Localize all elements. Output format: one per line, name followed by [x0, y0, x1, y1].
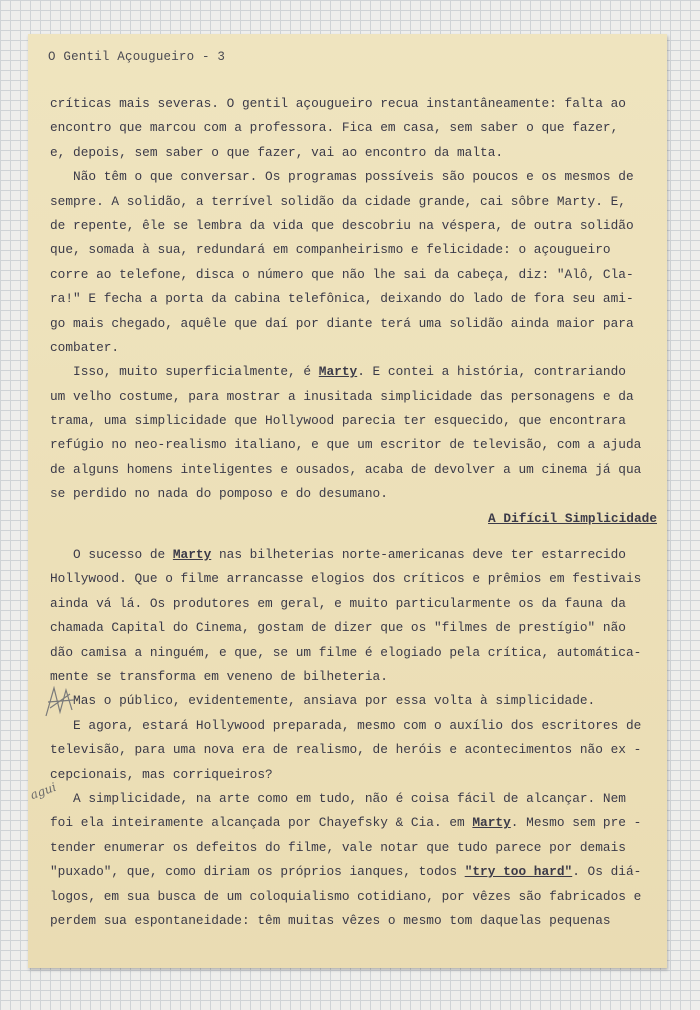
text-line: encontro que marcou com a professora. Fica em casa, sem saber o que fazer, — [50, 120, 619, 136]
paragraph-block-4 — [50, 885, 665, 934]
text-line: dão camisa a ninguém, e que, se um filme é elogiado pela crítica, automática- — [50, 644, 642, 660]
text-segment: . E contei a história, contrariando — [357, 364, 626, 380]
paragraph-block-3 — [50, 567, 665, 811]
text-line: televisão, para uma nova era de realismo, de heróis e acontecimentos não ex - — [50, 742, 642, 758]
typed-body — [50, 92, 665, 933]
text-line: e, depois, sem saber o que fazer, vai ao encontro da malta. — [50, 144, 504, 160]
text-segment: Isso, muito superficialmente, é — [50, 364, 319, 380]
text-line — [50, 860, 665, 884]
text-line: se perdido no nada do pomposo e do desumano. — [50, 486, 388, 502]
text-segment: . Os diá- — [572, 864, 642, 880]
text-line: trama, uma simplicidade que Hollywood parecia ter esquecido, que encontrara — [50, 413, 626, 429]
text-line — [50, 360, 665, 384]
text-line — [50, 543, 665, 567]
underlined-title: Marty — [472, 815, 511, 831]
text-segment: . Mesmo sem pre - — [510, 815, 642, 831]
text-line: go mais chegado, aquêle que daí por diante terá uma solidão ainda maior para — [50, 315, 634, 331]
text-segment: O sucesso de — [50, 547, 173, 563]
margin-note: agui — [28, 779, 59, 803]
text-line: Mas o público, evidentemente, ansiava por essa volta à simplicidade. — [50, 693, 596, 709]
text-line: perdem sua espontaneidade: têm muitas vêzes o mesmo tom daquelas pequenas — [50, 912, 611, 928]
text-line: ainda vá lá. Os produtores em geral, e muito particularmente os da fauna da — [50, 595, 626, 611]
underlined-title: Marty — [172, 547, 212, 563]
text-line: sempre. A solidão, a terrível solidão da cidade grande, cai sôbre Marty. E, — [50, 193, 626, 209]
text-line: que, somada à sua, redundará em companheirismo e felicidade: o açougueiro — [50, 242, 611, 258]
section-title: A Difícil Simplicidade — [488, 510, 657, 526]
text-line: combater. — [50, 339, 120, 355]
page-header: O Gentil Açougueiro - 3 — [48, 50, 226, 64]
text-line: A simplicidade, na arte como em tudo, não é coisa fácil de alcançar. Nem — [50, 790, 626, 806]
text-segment: nas bilheterias norte-americanas deve ter estarrecido — [211, 547, 626, 563]
underlined-phrase: "try too hard" — [464, 864, 573, 880]
text-line: Não têm o que conversar. Os programas possíveis são poucos e os mesmos de — [50, 169, 634, 185]
text-line: mente se transforma em veneno de bilheteria. — [50, 668, 388, 684]
text-line: cepcionais, mas corriqueiros? — [50, 766, 273, 782]
text-line: de alguns homens inteligentes e ousados, acaba de devolver a um cinema já qua — [50, 461, 642, 477]
text-segment: foi ela inteiramente alcançada por Chayefsky & Cia. em — [50, 815, 473, 831]
paragraph-block-2 — [50, 385, 665, 507]
typewritten-page — [28, 34, 667, 968]
text-line — [50, 811, 665, 835]
text-line: um velho costume, para mostrar a inusitada simplicidade das personagens e da — [50, 388, 634, 404]
text-line: E agora, estará Hollywood preparada, mesmo com o auxílio dos escritores de — [50, 717, 642, 733]
pencil-scribble-mark — [40, 682, 80, 722]
text-line: tender enumerar os defeitos do filme, vale notar que tudo parece por demais — [50, 839, 626, 855]
text-line: críticas mais severas. O gentil açougueiro recua instantâneamente: falta ao — [50, 96, 626, 111]
text-segment: "puxado", que, como diriam os próprios ianques, todos — [50, 864, 465, 880]
text-line: refúgio no neo-realismo italiano, e que um escritor de televisão, com a ajuda — [50, 437, 642, 453]
text-line: chamada Capital do Cinema, gostam de dizer que os "filmes de prestígio" não — [50, 620, 626, 636]
text-line: de repente, êle se lembra da vida que descobriu na véspera, de outra solidão — [50, 217, 634, 233]
text-line: logos, em sua busca de um coloquialismo cotidiano, por vêzes são fabricados e — [50, 888, 642, 904]
text-line: ra!" E fecha a porta da cabina telefônica, deixando do lado de fora seu ami- — [50, 291, 634, 307]
underlined-title: Marty — [318, 364, 358, 380]
text-line: Hollywood. Que o filme arrancasse elogios dos críticos e prêmios em festivais — [50, 571, 642, 587]
paragraph-block-1 — [50, 92, 665, 360]
text-line: corre ao telefone, disca o número que não lhe sai da cabeça, diz: "Alô, Cla- — [50, 266, 634, 282]
